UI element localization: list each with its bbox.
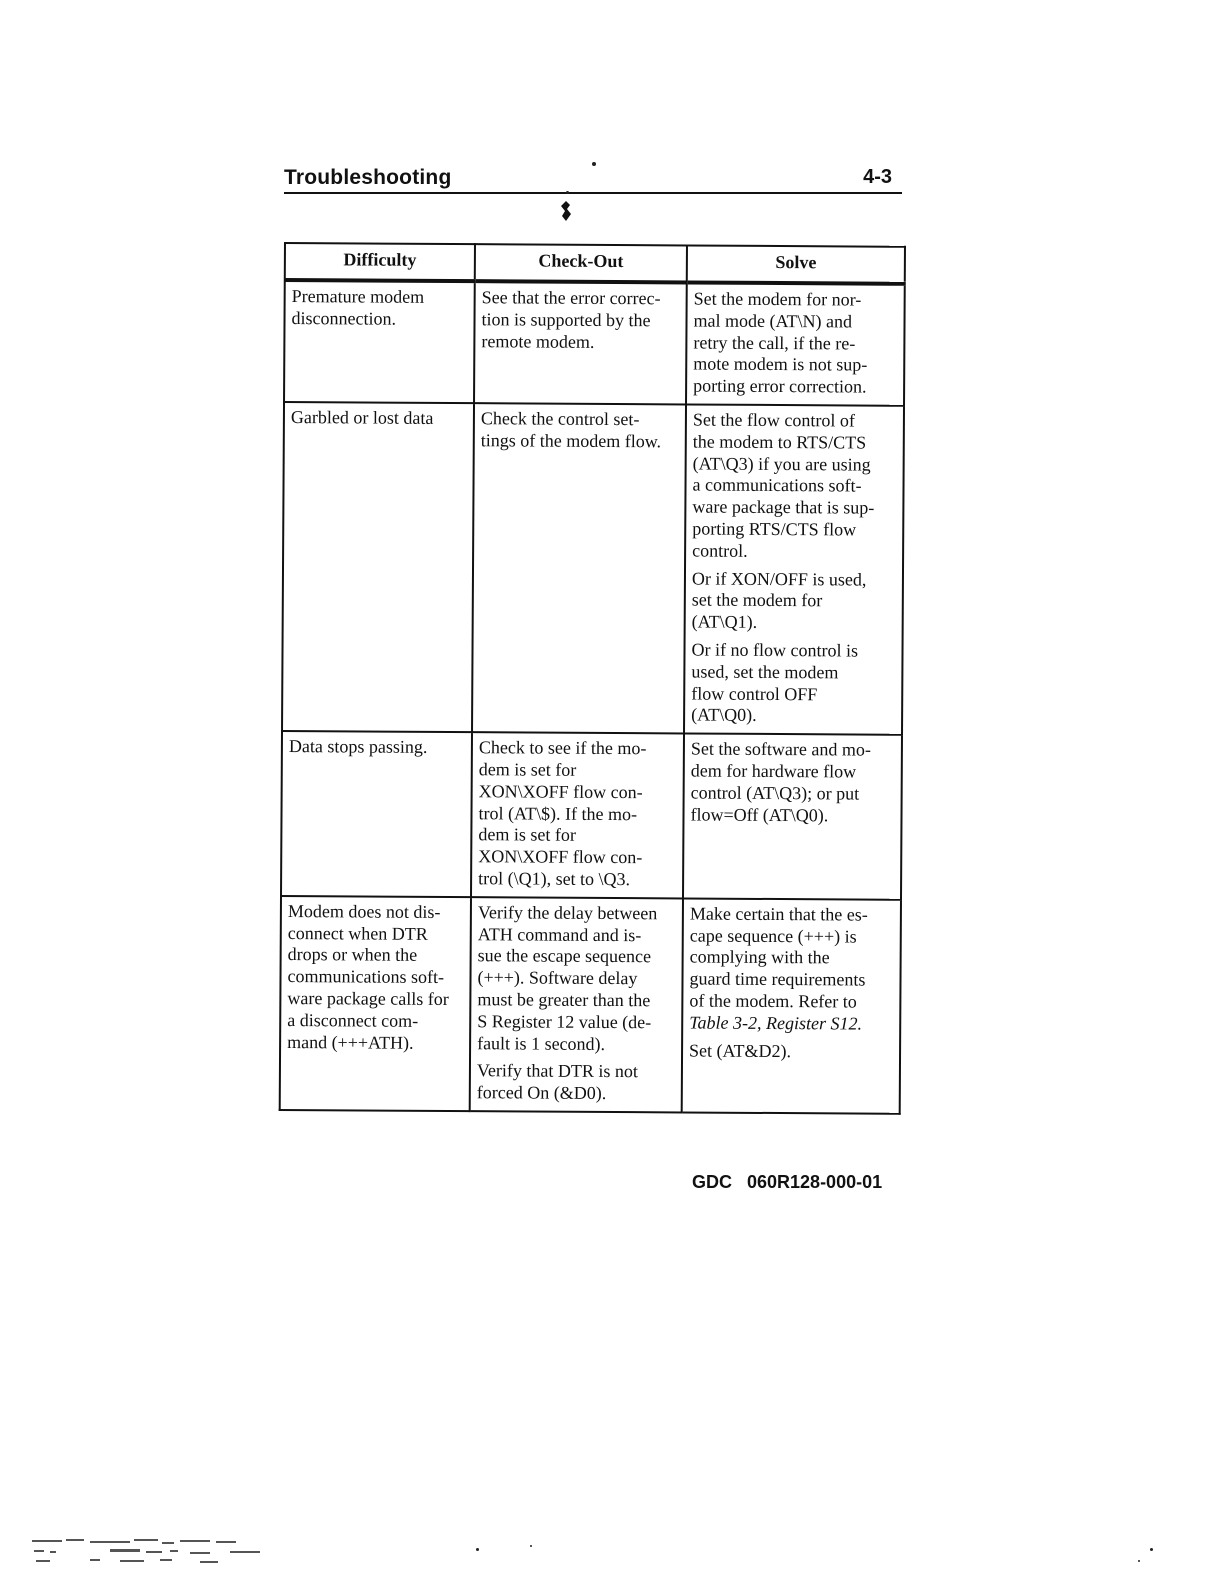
page-header [284,164,902,194]
table-row [282,402,904,735]
table-row [280,896,901,1114]
scan-speck [1150,1548,1153,1551]
scan-speck [566,191,569,194]
checkout-cell [471,732,684,898]
scan-speck [592,162,596,166]
solve-text: Set (AT&D2). [689,1039,792,1061]
table-row [281,731,902,899]
solve-text: Or if no flow control is used, set the modem flow control OFF (AT\Q0). [691,639,859,726]
solve-cell [683,734,902,900]
page-number: 4-3 [863,166,892,188]
checkout-text: Verify the delay between ATH command and is- sue the escape sequence (+++). Software delay must be greater than the S Register 12 value (de- fault is 1 second). [477,901,658,1054]
solve-text [689,903,896,1035]
difficulty-cell [282,402,474,732]
solve-intro: Make certain that the es- cape sequence (+++) is complying with the guard time requirements of the modem. Refer to [689,903,868,1012]
scan-mark-icon [560,200,572,222]
solve-text: Set the modem for nor- mal mode (AT\N) and retry the call, if the re- mote modem is not sup- porting error correction. [693,288,868,397]
solve-cell [686,282,905,405]
column-header-difficulty: Difficulty [285,243,475,281]
solve-cell [684,404,904,734]
difficulty-text: Premature modem disconnection. [291,286,425,329]
checkout-text: See that the error correc- tion is supported by the remote modem. [481,287,661,352]
scan-speck [476,1548,479,1551]
table-row [284,280,905,406]
difficulty-cell [284,280,475,403]
checkout-text: Verify that DTR is not forced On (&D0). [476,1060,638,1104]
checkout-cell [472,403,686,733]
scan-noise [30,1536,290,1566]
scan-speck [530,1545,532,1547]
document-number: GDC 060R128-000-01 [692,1172,883,1192]
checkout-cell [474,281,687,404]
difficulty-cell [281,731,472,897]
table-reference: Table 3-2, Register S12. [689,1012,863,1034]
table-header-row [285,243,905,284]
solve-text: Set the software and mo- dem for hardware flow control (AT\Q3); or put flow=Off (AT\Q0). [690,738,871,825]
difficulty-text: Garbled or lost data [290,407,434,428]
checkout-text: Check the control set- tings of the modem flow. [480,408,662,452]
column-header-checkout: Check-Out [475,244,687,282]
scan-speck [1138,1560,1140,1562]
checkout-cell [470,897,683,1112]
difficulty-text: Modem does not dis- connect when DTR drops or when the communications soft- ware package calls for a disconnect com- mand (+++ATH). [287,900,449,1053]
difficulty-text: Data stops passing. [288,736,428,758]
difficulty-cell [280,896,471,1111]
checkout-text: Check to see if the mo- dem is set for XON\XOFF flow con- trol (AT\$). If the mo- dem is set for XON\XOFF flow con- trol (\Q1), set to \Q3. [478,737,647,890]
column-header-solve: Solve [687,245,905,283]
solve-text: Set the flow control of the modem to RTS/CTS (AT\Q3) if you are using a communications soft- ware package that is sup- porting RTS/CTS flow control. [692,409,875,561]
section-title: Troubleshooting [284,166,452,189]
troubleshooting-table [279,242,906,1115]
solve-text: Or if XON/OFF is used, set the modem for (AT\Q1). [691,568,867,633]
solve-cell [682,898,901,1113]
